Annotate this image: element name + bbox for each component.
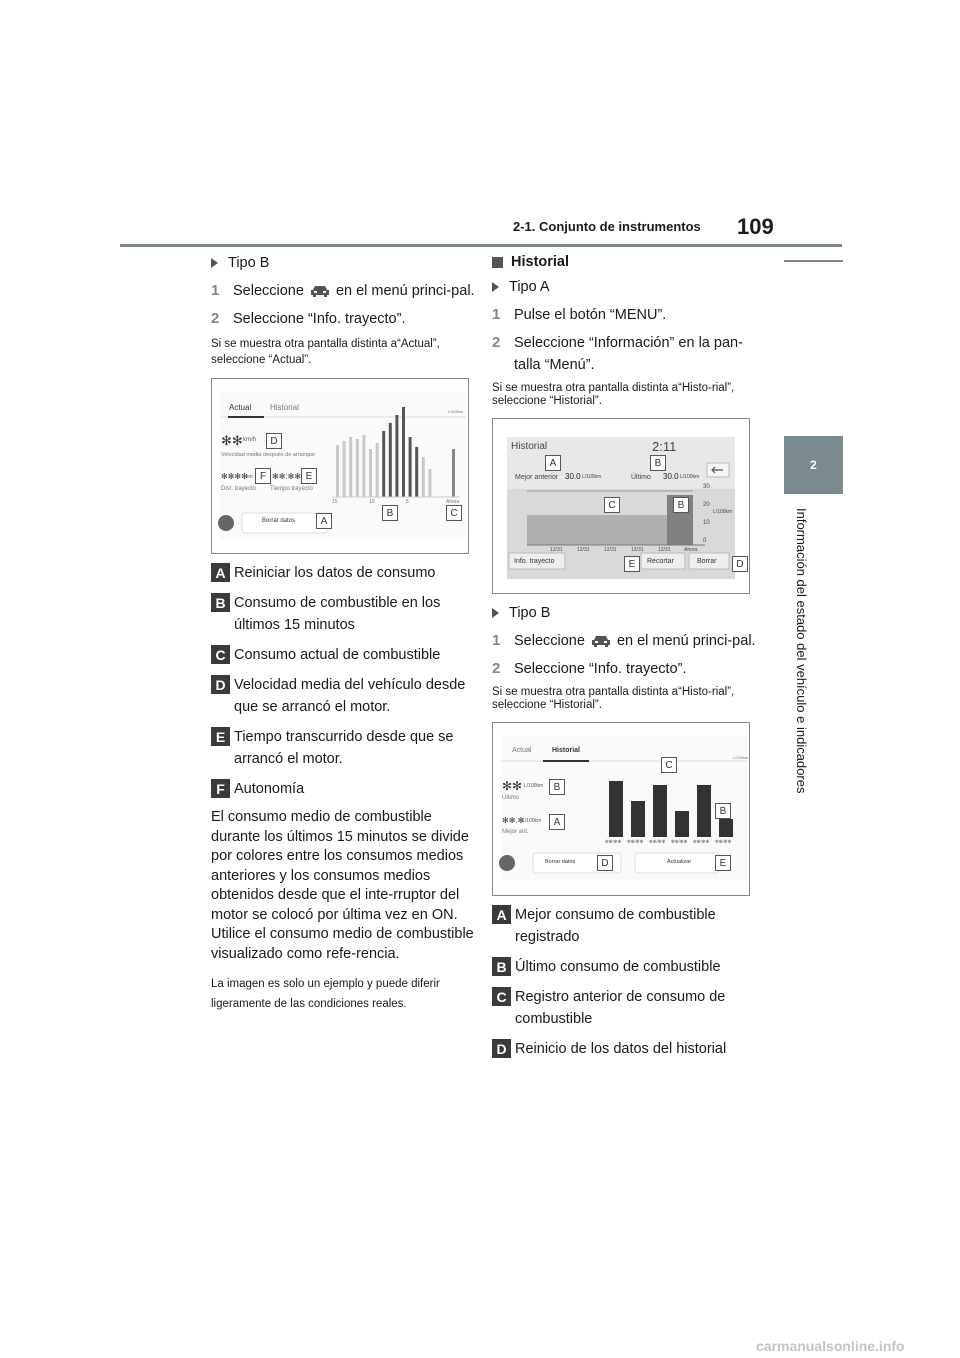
illustration-bar xyxy=(653,785,667,837)
label-a: A xyxy=(549,814,565,830)
legend-text: Velocidad media del vehículo desde que se arrancó el motor. xyxy=(234,677,466,715)
tab-actual[interactable]: Actual xyxy=(512,747,532,754)
left-column xyxy=(211,254,476,1024)
illustration-bar xyxy=(409,437,412,497)
range-value: ✻✻✻✻ xyxy=(221,472,248,481)
last-unit: L/100km xyxy=(524,783,544,789)
label-b2: B xyxy=(673,497,689,513)
y-unit: L/100km xyxy=(713,509,733,515)
type-a-label: Tipo A xyxy=(492,278,757,296)
legend-text: Último consumo de combustible xyxy=(515,959,721,975)
last-label: Último xyxy=(631,474,651,481)
best-unit: L/100km xyxy=(582,474,602,480)
b-step-1: 1 Seleccione en el menú princi-pal. xyxy=(492,632,756,649)
paragraph: El consumo medio de combustible durante los últimos 15 minutos se divide por colores entre los consumos medios anteriores y los consumos medios obtenidos desde que el inte-rruptor del motor se colocó por última vez en ON. Utilice el consumo medio de combustible visualizado como refe-rencia. xyxy=(211,809,474,962)
label-a: A xyxy=(316,513,332,529)
info-trayecto-button[interactable]: Info. trayecto xyxy=(514,558,555,565)
right-legend xyxy=(492,904,757,1060)
legend-letter: D xyxy=(492,1039,511,1058)
section-title: 2-1. Conjunto de instrumentos xyxy=(513,219,701,234)
label-c: C xyxy=(446,505,462,521)
screen-actual xyxy=(211,378,469,554)
tab-historial[interactable]: Historial xyxy=(552,747,581,754)
b-step-2: 2 Seleccione “Info. trayecto”. xyxy=(492,660,687,677)
illustration-bar xyxy=(395,415,398,497)
date-4: 12/31 xyxy=(631,547,644,553)
legend-text: Tiempo transcurrido desde que se arrancó el motor. xyxy=(234,729,454,767)
car-icon xyxy=(310,284,330,298)
image-note: La imagen es solo un ejemplo y puede diferir ligeramente de las condiciones reales. xyxy=(211,978,440,1010)
date-6: ✻✻/✻✻ xyxy=(715,839,732,844)
illustration-bar xyxy=(349,437,352,497)
date-4: ✻✻/✻✻ xyxy=(671,839,688,844)
label-b: B xyxy=(382,505,398,521)
triangle-bullet-icon xyxy=(211,258,218,268)
right-column xyxy=(492,254,757,1068)
date-2: 12/31 xyxy=(577,547,590,553)
label-e: E xyxy=(301,468,317,484)
illustration-bar xyxy=(376,443,379,497)
date-5: 12/31 xyxy=(658,547,671,553)
legend-item-a xyxy=(492,904,757,948)
illustration-bar xyxy=(452,449,455,497)
unit-label: L/100km xyxy=(448,409,464,414)
illustration-bar xyxy=(428,469,431,497)
screen-historial-b xyxy=(492,722,750,896)
illustration-bar xyxy=(609,781,623,837)
best-value: 30.0 xyxy=(565,472,581,481)
label-b: B xyxy=(650,455,666,471)
legend-text: Consumo actual de combustible xyxy=(234,647,441,663)
legend-letter: D xyxy=(211,675,230,694)
illustration-bar xyxy=(675,811,689,837)
axis-5: 5 xyxy=(406,499,409,505)
legend-item-c xyxy=(211,644,476,666)
illustration-bar xyxy=(336,445,339,497)
illustration-bar xyxy=(402,407,405,497)
best-label: Mejor anterior xyxy=(515,474,559,481)
legend-letter: C xyxy=(492,987,511,1006)
screen-a-clock: 2:11 xyxy=(652,439,677,454)
label-d: D xyxy=(732,556,748,572)
chapter-rule xyxy=(784,260,843,262)
illustration-bar xyxy=(719,819,733,837)
note: Si se muestra otra pantalla distinta a“Actual”, seleccione “Actual”. xyxy=(211,338,440,366)
legend-letter: E xyxy=(211,727,230,746)
date-1: 12/31 xyxy=(550,547,563,553)
last-value: ✻✻ xyxy=(502,779,523,793)
range-unit: km xyxy=(246,474,253,480)
time-label: Tiempo trayecto xyxy=(270,486,313,492)
chapter-tab: 2 xyxy=(784,436,843,494)
legend-text: Reiniciar los datos de consumo xyxy=(234,565,436,581)
delete-button[interactable]: Borrar xyxy=(697,558,717,565)
legend-letter: B xyxy=(211,593,230,612)
illustration-bar xyxy=(631,801,645,837)
a-step-2: 2 Seleccione “Información” en la pan-talla “Menú”. xyxy=(492,334,743,373)
label-d: D xyxy=(597,855,613,871)
time-value: ✻✻:✻✻ xyxy=(272,472,302,481)
label-a: A xyxy=(545,455,561,471)
historial-heading: Historial xyxy=(492,254,757,270)
screen-historial-a xyxy=(492,418,750,594)
illustration-bar xyxy=(697,785,711,837)
label-e: E xyxy=(715,855,731,871)
legend-item-c xyxy=(492,986,757,1030)
label-f: F xyxy=(255,468,271,484)
reset-button[interactable]: Borrar datos xyxy=(545,859,576,865)
best-unit: L/100km xyxy=(522,818,542,824)
legend-text: Consumo de combustible en los últimos 15 minutos xyxy=(234,595,441,633)
unit-label: L/100km xyxy=(733,755,749,760)
chapter-title: Información del estado del vehículo e indicadores xyxy=(794,508,809,794)
tab-historial[interactable]: Historial xyxy=(270,403,299,412)
step-2: 2 Seleccione “Info. trayecto”. xyxy=(211,310,406,327)
dist-label: Dist. trayecto xyxy=(221,486,257,492)
speed-value: ✻✻ xyxy=(221,433,243,448)
y-20: 20 xyxy=(703,502,710,508)
trim-button[interactable]: Recortar xyxy=(647,558,674,565)
update-button[interactable]: Actualizar xyxy=(667,859,692,865)
legend-text: Registro anterior de consumo de combustible xyxy=(515,989,726,1027)
date-3: ✻✻/✻✻ xyxy=(649,839,666,844)
legend-letter: F xyxy=(211,779,230,798)
y-30: 30 xyxy=(703,484,710,490)
illustration-bar xyxy=(343,441,346,497)
header-rule xyxy=(120,244,842,247)
legend-letter: C xyxy=(211,645,230,664)
note-a: Si se muestra otra pantalla distinta a“Histo-rial”, seleccione “Historial”. xyxy=(492,382,735,407)
date-3: 12/31 xyxy=(604,547,617,553)
legend-text: Reinicio de los datos del historial xyxy=(515,1041,727,1057)
type-label: Tipo B xyxy=(211,254,476,272)
illustration-bar xyxy=(389,423,392,497)
last-unit: L/100km xyxy=(680,474,700,480)
illustration-bar xyxy=(356,439,359,497)
illustration-bar xyxy=(369,449,372,497)
date-now: Ahora xyxy=(684,547,698,553)
watermark: carmanualsonline.info xyxy=(756,1338,905,1354)
label-d: D xyxy=(266,433,282,449)
last-value: 30.0 xyxy=(663,472,679,481)
reset-button[interactable]: Borrar datos xyxy=(262,518,296,524)
label-e: E xyxy=(624,556,640,572)
axis-now: Ahora xyxy=(446,499,460,505)
y-0: 0 xyxy=(703,538,707,544)
best-label: Mejor ant. xyxy=(502,829,529,835)
label-c: C xyxy=(604,497,620,513)
y-10: 10 xyxy=(703,520,710,526)
screen-a-title: Historial xyxy=(511,441,548,452)
square-bullet-icon xyxy=(492,257,503,268)
date-5: ✻✻/✻✻ xyxy=(693,839,710,844)
triangle-bullet-icon xyxy=(492,282,499,292)
legend-item-d xyxy=(211,674,476,718)
label-c: C xyxy=(661,757,677,773)
legend-text: Autonomía xyxy=(234,781,305,797)
legend-letter: A xyxy=(211,563,230,582)
legend-item-f xyxy=(211,778,476,800)
car-icon xyxy=(591,634,611,648)
illustration-bar xyxy=(422,457,425,497)
illustration-bar xyxy=(382,431,385,497)
axis-15: 15 xyxy=(332,499,338,505)
best-value: ✻✻.✻ xyxy=(502,816,525,825)
left-legend xyxy=(211,562,476,800)
legend-letter: A xyxy=(492,905,511,924)
note-b: Si se muestra otra pantalla distinta a“Histo-rial”, seleccione “Historial”. xyxy=(492,686,735,711)
legend-item-a xyxy=(211,562,476,584)
triangle-bullet-icon xyxy=(492,608,499,618)
speed-label: Velocidad media después de arranque xyxy=(221,452,315,458)
last-label: Último xyxy=(502,795,520,801)
illustration-bar xyxy=(362,435,365,497)
label-b2: B xyxy=(715,803,731,819)
label-b: B xyxy=(549,779,565,795)
legend-item-b xyxy=(211,592,476,636)
a-step-1: 1 Pulse el botón “MENU”. xyxy=(492,306,667,323)
date-2: ✻✻/✻✻ xyxy=(627,839,644,844)
tab-actual[interactable]: Actual xyxy=(229,403,252,412)
axis-10: 10 xyxy=(369,499,375,505)
speed-unit: km/h xyxy=(243,437,257,443)
type-b-label: Tipo B xyxy=(492,604,757,622)
page-number: 109 xyxy=(737,214,774,239)
step-1: 1 Seleccione en el menú princi-pal. xyxy=(211,282,475,299)
legend-item-d xyxy=(492,1038,757,1060)
legend-item-e xyxy=(211,726,476,770)
date-1: ✻✻/✻✻ xyxy=(605,839,622,844)
legend-letter: B xyxy=(492,957,511,976)
legend-item-b xyxy=(492,956,757,978)
legend-text: Mejor consumo de combustible registrado xyxy=(515,907,716,945)
illustration-bar xyxy=(415,447,418,497)
